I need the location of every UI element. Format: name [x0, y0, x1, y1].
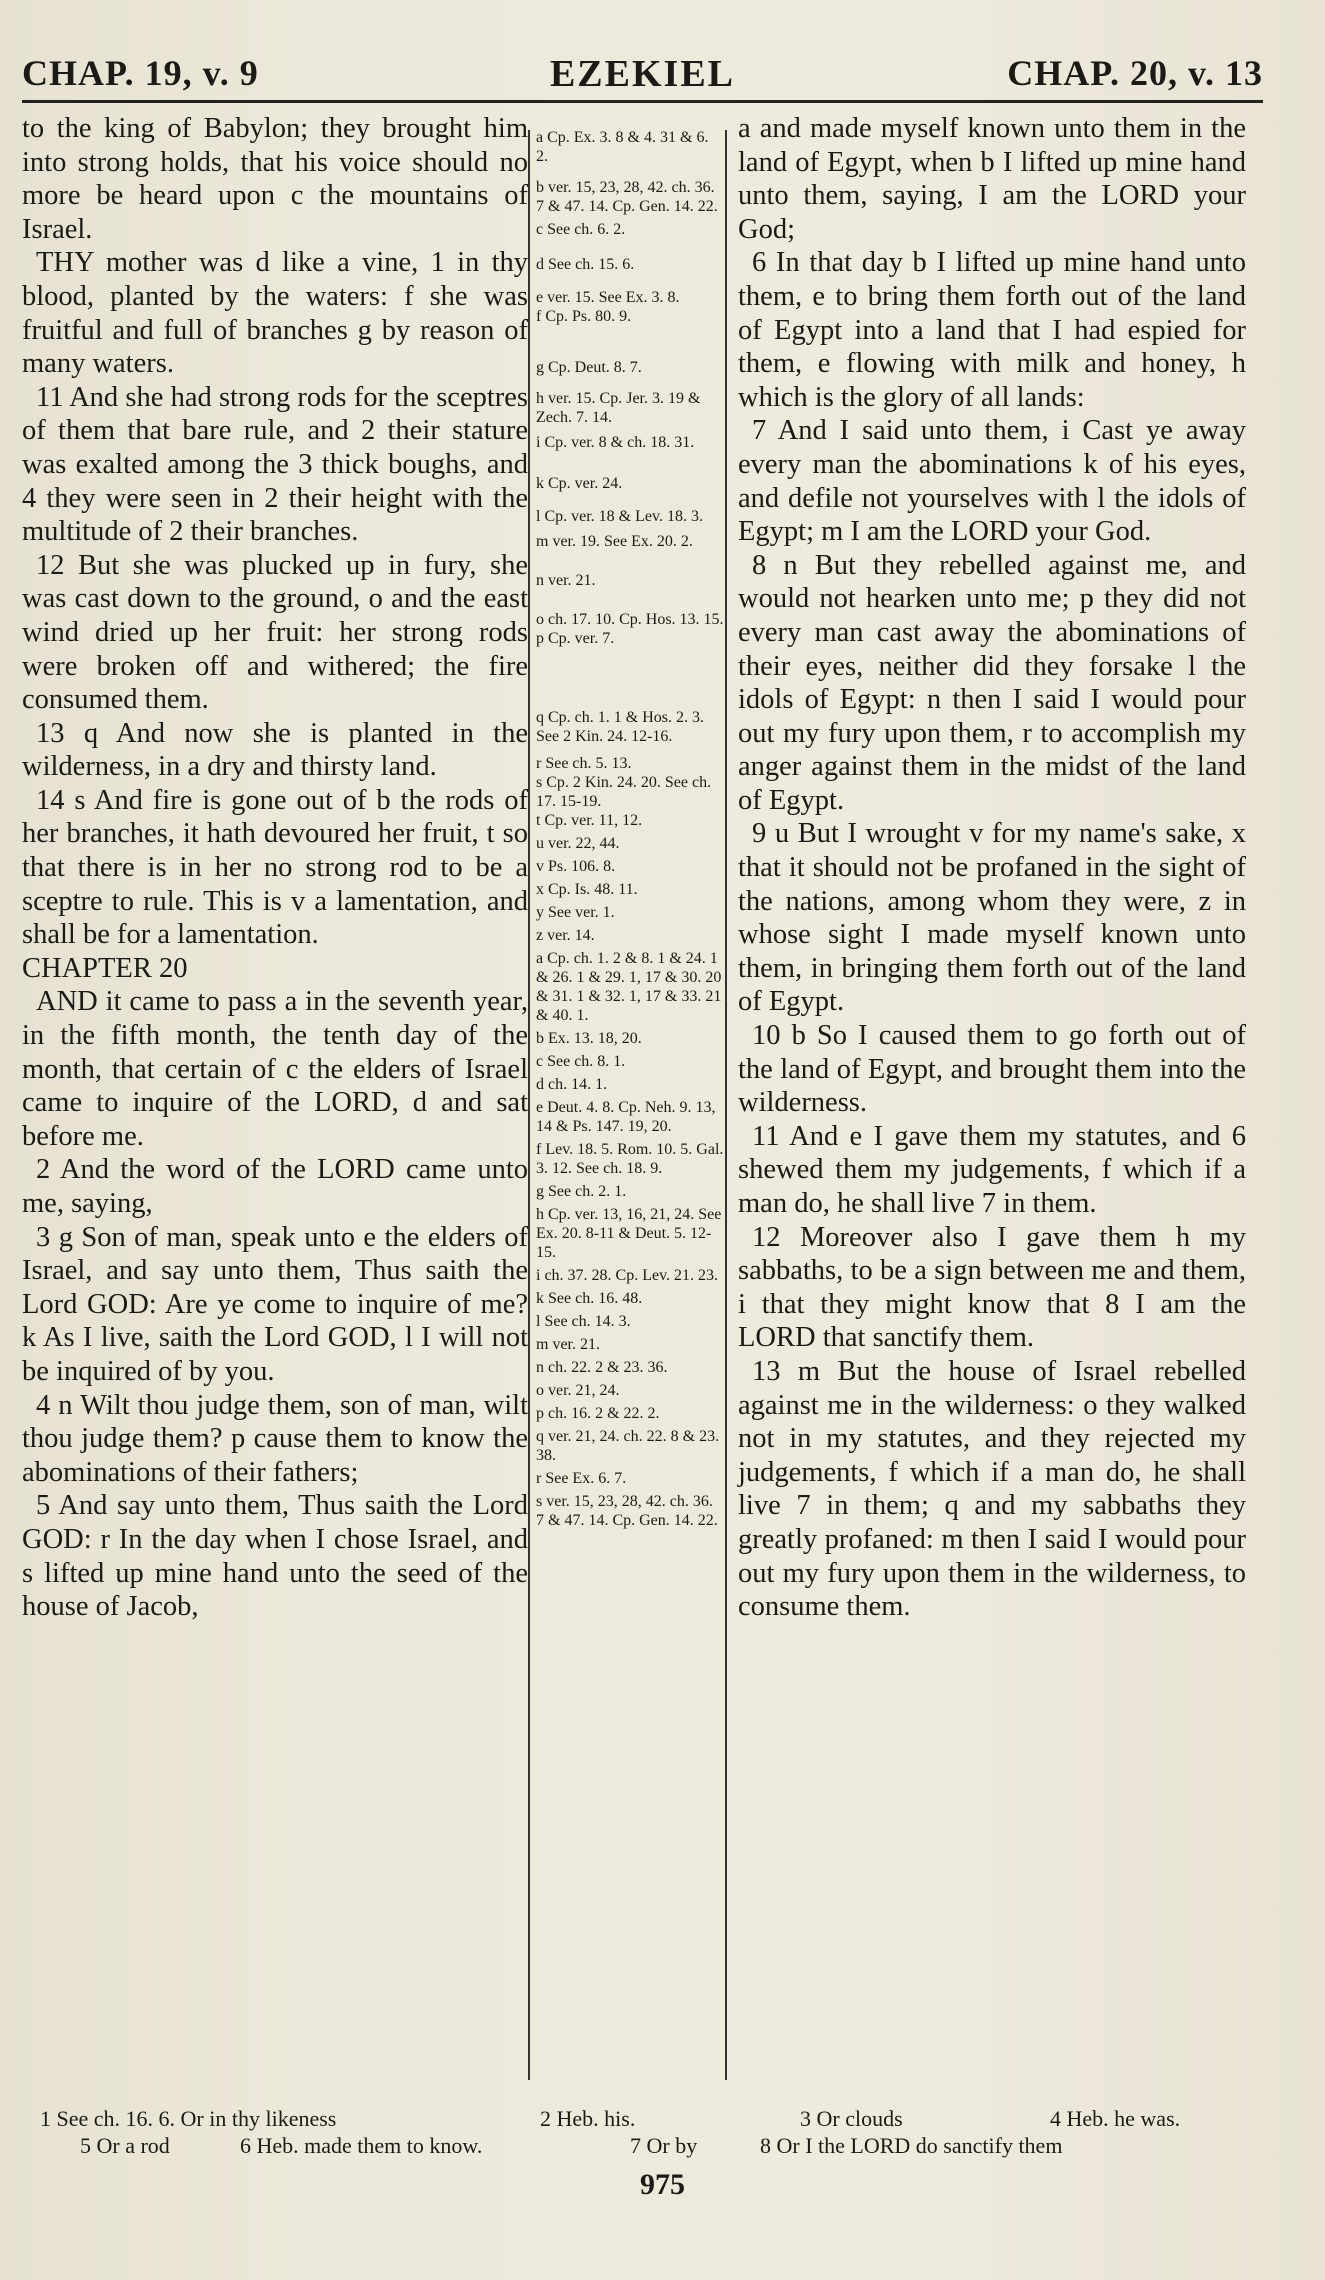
verse-paragraph: 4 n Wilt thou judge them, son of man, wilt thou judge them? p cause them to know the abominations of their fathers;: [22, 1389, 528, 1488]
cross-reference: h ver. 15. Cp. Jer. 3. 19 & Zech. 7. 14.: [536, 390, 701, 426]
footnote: 4 Heb. he was.: [1050, 2106, 1181, 2131]
verse-paragraph: 14 s And fire is gone out of b the rods of her branches, it hath devoured her fruit, t so that there is in her no strong rod to be a sceptre to rule. This is v a lamentation, and shall be for a lamentation.: [22, 784, 528, 951]
cross-reference: d ch. 14. 1.: [536, 1076, 608, 1093]
verse-paragraph: a and made myself known unto them in the land of Egypt, when b I lifted up mine hand unto them, saying, I am the LORD your God;: [738, 113, 1246, 245]
cross-reference: a Cp. ch. 1. 2 & 8. 1 & 24. 1 & 26. 1 & 29. 1, 17 & 30. 20 & 31. 1 & 32. 1, 17 & 33. 21 & 40. 1.: [536, 950, 722, 1024]
cross-reference: s ver. 15, 23, 28, 42. ch. 36. 7 & 47. 14. Cp. Gen. 14. 22.: [536, 1493, 718, 1529]
cross-reference: k See ch. 16. 48.: [536, 1290, 643, 1307]
verse-paragraph: 3 g Son of man, speak unto e the elders of Israel, and say unto them, Thus saith the Lord GOD: Are ye come to inquire of me? k As I live, saith the Lord GOD, l I will not be inquired of by you.: [22, 1221, 528, 1387]
header-right: CHAP. 20, v. 13: [1007, 53, 1263, 93]
cross-reference: n ch. 22. 2 & 23. 36.: [536, 1359, 668, 1376]
verse-paragraph: 10 b So I caused them to go forth out of the land of Egypt, and brought them into the wilderness.: [738, 1020, 1246, 1119]
footnote: 1 See ch. 16. 6. Or in thy likeness: [40, 2106, 337, 2131]
running-header: [22, 52, 1263, 102]
cross-reference: m ver. 19. See Ex. 20. 2.: [536, 533, 693, 550]
cross-reference: o ver. 21, 24.: [536, 1382, 620, 1399]
cross-reference: z ver. 14.: [536, 927, 595, 944]
cross-reference: o ch. 17. 10. Cp. Hos. 13. 15.: [536, 611, 724, 628]
footnote: 7 Or by: [630, 2133, 698, 2158]
footnote: 2 Heb. his.: [540, 2106, 636, 2131]
cross-reference: g See ch. 2. 1.: [536, 1183, 627, 1200]
cross-reference: b ver. 15, 23, 28, 42. ch. 36. 7 & 47. 14. Cp. Gen. 14. 22.: [536, 179, 718, 215]
cross-reference: v Ps. 106. 8.: [536, 858, 616, 875]
verse-paragraph: 11 And she had strong rods for the sceptres of them that bare rule, and 2 their stature was exalted among the 3 thick boughs, and 4 they were seen in 2 their height with the multitude of 2 their branches.: [22, 381, 528, 548]
cross-reference: p Cp. ver. 7.: [536, 630, 615, 647]
cross-reference: f Cp. Ps. 80. 9.: [536, 308, 632, 325]
cross-reference: q Cp. ch. 1. 1 & Hos. 2. 3. See 2 Kin. 24. 12-16.: [536, 709, 704, 745]
column-divider: [725, 130, 727, 2080]
cross-reference: l Cp. ver. 18 & Lev. 18. 3.: [536, 508, 703, 525]
cross-reference: m ver. 21.: [536, 1336, 600, 1353]
footnotes: [40, 2105, 1275, 2159]
cross-reference: u ver. 22, 44.: [536, 835, 620, 852]
verse-paragraph: AND it came to pass a in the seventh year, in the fifth month, the tenth day of the month, that certain of c the elders of Israel came to inquire of the LORD, d and sat before me.: [22, 986, 528, 1152]
cross-reference: t Cp. ver. 11, 12.: [536, 812, 643, 829]
book-title: EZEKIEL: [549, 53, 736, 95]
cross-reference: x Cp. Is. 48. 11.: [536, 881, 638, 898]
cross-reference: b Ex. 13. 18, 20.: [536, 1030, 642, 1047]
footnote: 3 Or clouds: [800, 2106, 903, 2131]
chapter-heading: CHAPTER 20: [22, 952, 188, 984]
left-text-column: [22, 112, 528, 1624]
cross-reference: e ver. 15. See Ex. 3. 8.: [536, 289, 680, 306]
cross-reference: f Lev. 18. 5. Rom. 10. 5. Gal. 3. 12. See ch. 18. 9.: [536, 1141, 724, 1177]
cross-reference: c See ch. 6. 2.: [536, 221, 626, 238]
cross-reference: i ch. 37. 28. Cp. Lev. 21. 23.: [536, 1267, 719, 1284]
verse-paragraph: 2 And the word of the LORD came unto me, saying,: [22, 1154, 528, 1219]
cross-reference: h Cp. ver. 13, 16, 21, 24. See Ex. 20. 8-11 & Deut. 5. 12-15.: [536, 1206, 722, 1261]
cross-reference: q ver. 21, 24. ch. 22. 8 & 23. 38.: [536, 1428, 720, 1464]
cross-reference: k Cp. ver. 24.: [536, 475, 623, 492]
cross-reference: n ver. 21.: [536, 572, 596, 589]
cross-reference: i Cp. ver. 8 & ch. 18. 31.: [536, 434, 695, 451]
header-left: CHAP. 19, v. 9: [22, 53, 259, 93]
cross-reference: y See ver. 1.: [536, 904, 615, 921]
verse-paragraph: 13 m But the house of Israel rebelled against me in the wilderness: o they walked not in my statutes, and they rejected my judgements, f which if a man do, he shall live 7 in them; q and my sabbaths they greatly profaned: m then I said I would pour out my fury upon them in the wilderness, to consume them.: [738, 1355, 1246, 1623]
right-text-column: [738, 112, 1246, 1624]
column-divider: [528, 130, 530, 2080]
header-rule: [22, 100, 1263, 103]
verse-paragraph: 12 But she was plucked up in fury, she was cast down to the ground, o and the east wind dried up her fruit: her strong rods were broken off and withered; the fire consumed them.: [22, 549, 528, 716]
verse-paragraph: 8 n But they rebelled against me, and would not hearken unto me; p they did not every man cast away the abominations of their eyes, neither did they forsake l the idols of Egypt: n then I said I would pour out my fury upon them, r to accomplish my anger against them in the midst of the land of Egypt.: [738, 549, 1246, 816]
verse-paragraph: 9 u But I wrought v for my name's sake, x that it should not be profaned in the sight of the nations, among whom they were, z in whose sight I made myself known unto them, in bringing them forth out of the land of Egypt.: [738, 818, 1246, 1018]
verse-paragraph: 6 In that day b I lifted up mine hand unto them, e to bring them forth out of the land of Egypt into a land that I had espied for them, e flowing with milk and honey, h which is the glory of all lands:: [738, 247, 1246, 413]
cross-reference: s Cp. 2 Kin. 24. 20. See ch. 17. 15-19.: [536, 774, 712, 810]
cross-reference: r See Ex. 6. 7.: [536, 1470, 627, 1487]
cross-reference: p ch. 16. 2 & 22. 2.: [536, 1405, 660, 1422]
cross-reference: r See ch. 5. 13.: [536, 755, 632, 772]
verse-paragraph: 13 q And now she is planted in the wilderness, in a dry and thirsty land.: [22, 717, 528, 783]
cross-reference: l See ch. 14. 3.: [536, 1313, 631, 1330]
verse-paragraph: 11 And e I gave them my statutes, and 6 shewed them my judgements, f which if a man do, he shall live 7 in them.: [738, 1120, 1246, 1219]
verse-paragraph: 7 And I said unto them, i Cast ye away every man the abominations k of his eyes, and defile not yourselves with l the idols of Egypt; m I am the LORD your God.: [738, 415, 1246, 548]
cross-reference: d See ch. 15. 6.: [536, 256, 635, 273]
verse-paragraph: 12 Moreover also I gave them h my sabbaths, to be a sign between me and them, i that they might know that 8 I am the LORD that sanctify them.: [738, 1221, 1246, 1354]
cross-reference: a Cp. Ex. 3. 8 & 4. 31 & 6. 2.: [536, 129, 709, 165]
cross-reference-column: [536, 128, 724, 2088]
verse-paragraph: 5 And say unto them, Thus saith the Lord GOD: r In the day when I chose Israel, and s lifted up mine hand unto the seed of the house of Jacob,: [22, 1490, 528, 1623]
footnote: 5 Or a rod: [80, 2133, 170, 2158]
verse-paragraph: to the king of Babylon; they brought him into strong holds, that his voice should no more be heard upon c the mountains of Israel.: [22, 113, 528, 245]
cross-reference: c See ch. 8. 1.: [536, 1053, 626, 1070]
page-number: 975: [640, 2168, 685, 2201]
cross-reference: e Deut. 4. 8. Cp. Neh. 9. 13, 14 & Ps. 147. 19, 20.: [536, 1099, 716, 1135]
footnote: 6 Heb. made them to know.: [240, 2133, 483, 2158]
verse-paragraph: THY mother was d like a vine, 1 in thy blood, planted by the waters: f she was fruitful and full of branches g by reason of many waters.: [22, 247, 528, 380]
footnote: 8 Or I the LORD do sanctify them: [760, 2133, 1063, 2158]
cross-reference: g Cp. Deut. 8. 7.: [536, 359, 642, 376]
